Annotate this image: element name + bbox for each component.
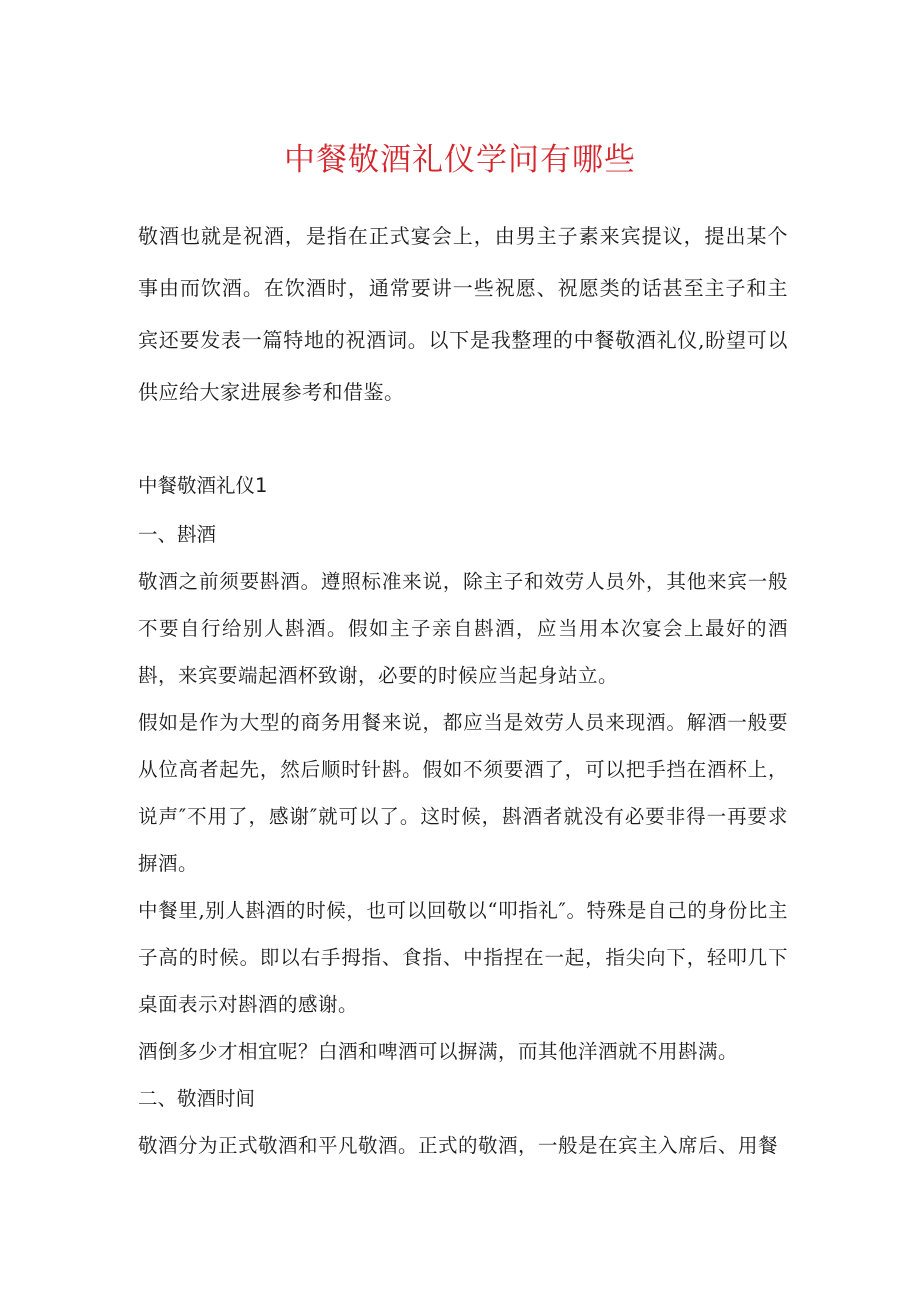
intro-paragraph: 敬酒也就是祝酒，是指在正式宴会上，由男主子素来宾提议，提出某个事由而饮酒。在饮酒时，通常要讲一些祝愿、祝愿类的话甚至主子和主宾还要发表一篇特地的祝酒词。以下是我整理的中餐敬酒礼仪,盼望可以供应给大家进展参考和借鉴。 — [138, 224, 788, 404]
section-title: 中餐敬酒礼仪1 — [138, 474, 268, 497]
paragraph-pouring-2: 假如是作为大型的商务用餐来说，都应当是效劳人员来现酒。解酒一般要从位高者起先，然后顺时针斟。假如不须要酒了，可以把手挡在酒杯上，说声″不用了，感谢″就可以了。这时候，斟酒者就没有必要非得一再要求摒酒。 — [138, 711, 788, 875]
section-spacer — [138, 418, 788, 462]
paragraph-toast-time-1: 敬酒分为正式敬酒和平凡敬酒。正式的敬酒，一般是在宾主入席后、用餐 — [138, 1134, 779, 1157]
document-body — [138, 210, 788, 1169]
paragraph-pouring-1: 敬酒之前须要斟酒。遵照标准来说，除主子和效劳人员外，其他来宾一般不要自行给别人斟酒。假如主子亲自斟酒，应当用本次宴会上最好的酒斟，来宾要端起酒杯致谢，必要的时候应当起身站立。 — [138, 570, 788, 687]
paragraph-pouring-3: 中餐里,别人斟酒的时候，也可以回敬以“叩指礼″。特殊是自己的身份比主子高的时候。即以右手拇指、食指、中指捏在一起，指尖向下，轻叩几下桌面表示对斟酒的感谢。 — [138, 899, 788, 1016]
subheading-pouring: 一、斟酒 — [138, 523, 217, 546]
subheading-toast-time: 二、敬酒时间 — [138, 1087, 256, 1110]
paragraph-pouring-4: 酒倒多少才相宜呢？白酒和啤酒可以摒满，而其他洋酒就不用斟满。 — [138, 1040, 739, 1063]
document-title: 中餐敬酒礼仪学问有哪些 — [284, 142, 636, 178]
